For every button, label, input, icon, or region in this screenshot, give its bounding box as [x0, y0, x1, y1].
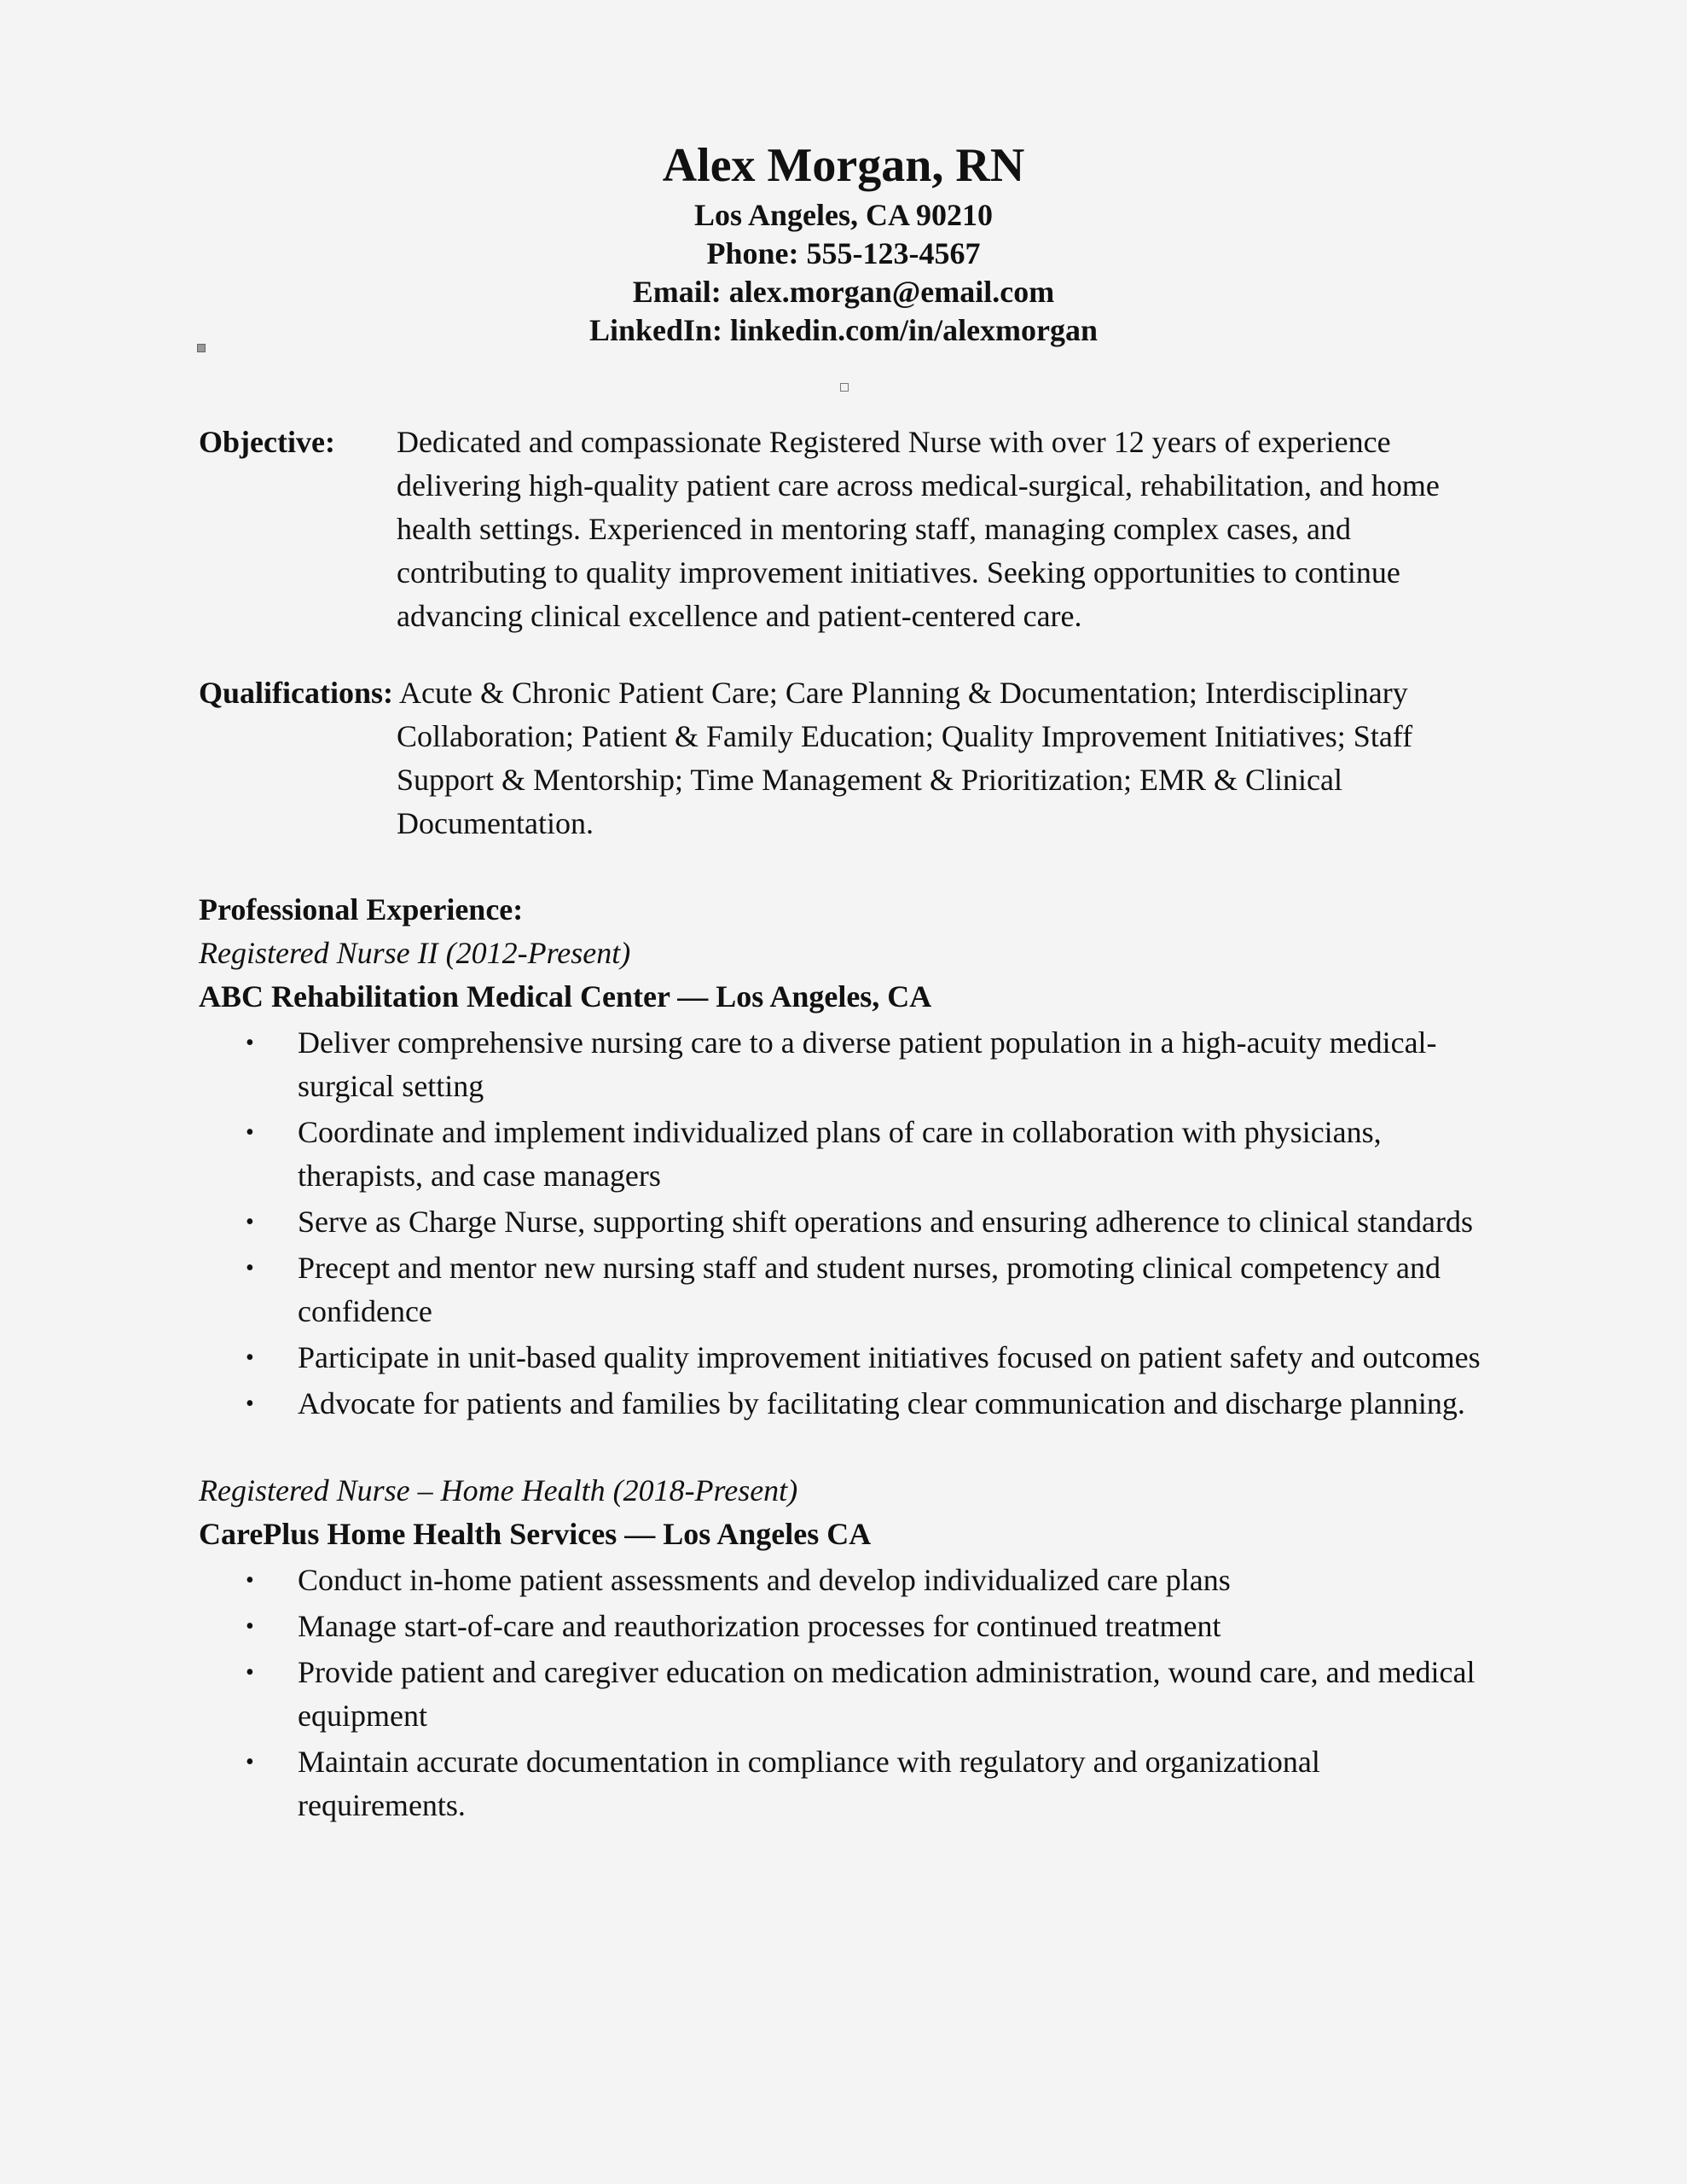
duty-text: Coordinate and implement individualized plans of care in collaboration with physicians, therapists, and case managers [298, 1115, 1382, 1193]
candidate-name: Alex Morgan, RN [662, 139, 1025, 192]
bullet-icon: • [246, 1345, 254, 1371]
duty-item [199, 1651, 1495, 1738]
duty-item [199, 1021, 1495, 1108]
job-employer: ABC Rehabilitation Medical Center — Los Angeles, CA [199, 979, 932, 1014]
duty-text: Advocate for patients and families by facilitating clear communication and discharge planning. [298, 1386, 1465, 1420]
duty-item [199, 1111, 1495, 1198]
job-role: Registered Nurse – Home Health (2018-Present) [199, 1473, 798, 1507]
job-entry [199, 932, 1495, 1426]
experience-heading: Professional Experience: [199, 892, 524, 926]
duty-text: Manage start-of-care and reauthorization processes for continued treatment [298, 1609, 1221, 1643]
qualifications-label: Qualifications: [199, 676, 394, 710]
bullet-icon: • [246, 1567, 254, 1594]
job-duties [199, 1559, 1495, 1827]
bullet-icon: • [246, 1255, 254, 1281]
bullet-icon: • [246, 1749, 254, 1775]
duty-item [199, 1605, 1495, 1648]
objective-section [199, 421, 1495, 638]
qualifications-text: Acute & Chronic Patient Care; Care Planning & Documentation; Interdisciplinary Collaboration; Patient & Family Education; Quality Improvement Initiatives; Staff Support & Mentorship; Time Management & Prioritization; EMR & Clinical Documentation. [397, 676, 1413, 840]
duty-item [199, 1246, 1495, 1333]
anchor-marker [197, 344, 206, 352]
duty-text: Conduct in-home patient assessments and develop individualized care plans [298, 1563, 1231, 1597]
job-duties [199, 1021, 1495, 1426]
duty-text: Serve as Charge Nurse, supporting shift operations and ensuring adherence to clinical standards [298, 1205, 1473, 1239]
email: Email: alex.morgan@email.com [632, 275, 1055, 309]
duty-item [199, 1382, 1495, 1426]
bullet-icon: • [246, 1613, 254, 1640]
duty-item [199, 1200, 1495, 1244]
job-role: Registered Nurse II (2012-Present) [199, 936, 631, 970]
resume-body [199, 421, 1495, 1829]
phone: Phone: 555-123-4567 [706, 236, 981, 270]
objective-label: Objective: [199, 425, 335, 459]
location: Los Angeles, CA 90210 [693, 198, 994, 232]
duty-text: Participate in unit-based quality improvement initiatives focused on patient safety and outcomes [298, 1340, 1481, 1374]
bullet-icon: • [246, 1391, 254, 1417]
linkedin: LinkedIn: linkedin.com/in/alexmorgan [588, 313, 1099, 347]
objective-text: Dedicated and compassionate Registered Nurse with over 12 years of experience delivering high-quality patient care across medical-surgical, rehabilitation, and home health settings. Experienced in mentoring staff, managing complex cases, and contributing to quality improvement initiatives. Seeking opportunities to continue advancing clinical excellence and patient-centered care. [397, 425, 1440, 633]
duty-item [199, 1559, 1495, 1602]
bullet-icon: • [246, 1030, 254, 1056]
qualifications-section [199, 671, 1495, 845]
bullet-icon: • [246, 1119, 254, 1146]
bullet-icon: • [246, 1209, 254, 1235]
duty-text: Precept and mentor new nursing staff and student nurses, promoting clinical competency and confidence [298, 1251, 1441, 1328]
duty-text: Maintain accurate documentation in compliance with regulatory and organizational requirements. [298, 1745, 1320, 1822]
paragraph-marker [840, 383, 849, 392]
job-employer: CarePlus Home Health Services — Los Angeles CA [199, 1517, 872, 1551]
duty-text: Deliver comprehensive nursing care to a diverse patient population in a high-acuity medical-surgical setting [298, 1025, 1437, 1103]
job-entry [199, 1469, 1495, 1827]
resume-header [0, 135, 1687, 350]
duty-item [199, 1740, 1495, 1827]
bullet-icon: • [246, 1659, 254, 1686]
duty-item [199, 1336, 1495, 1380]
duty-text: Provide patient and caregiver education on medication administration, wound care, and medical equipment [298, 1655, 1475, 1733]
